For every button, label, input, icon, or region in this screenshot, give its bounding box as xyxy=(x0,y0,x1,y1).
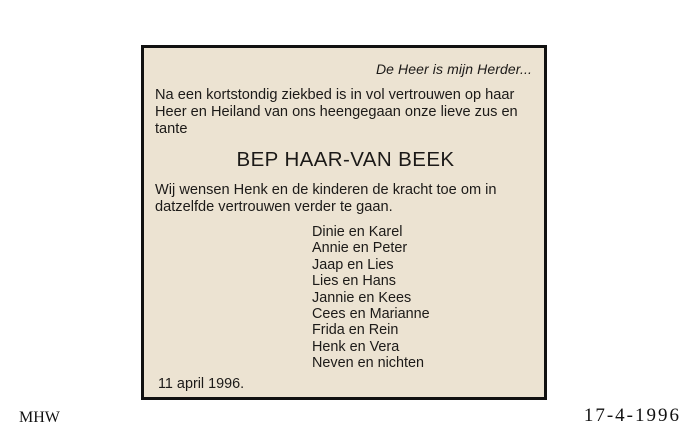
relative-item: Neven en nichten xyxy=(312,355,425,372)
notice-date: 11 april 1996. xyxy=(158,376,245,392)
notice-content xyxy=(155,48,536,397)
relative-item: Lies en Hans xyxy=(312,273,396,290)
notice-wish: Wij wensen Henk en de kinderen de kracht toe om in datzelfde vertrouwen verder te gaan. xyxy=(155,182,497,215)
relative-item: Dinie en Karel xyxy=(312,224,403,240)
relative-item: Frida en Rein xyxy=(312,322,399,339)
obituary-notice xyxy=(141,45,547,400)
notice-intro: Na een kortstondig ziekbed is in vol vertrouwen op haar Heer en Heiland van ons heengegaan onze lieve zus en tante xyxy=(155,87,518,137)
notice-motto: De Heer is mijn Herder... xyxy=(375,61,532,77)
relative-item: Henk en Vera xyxy=(312,338,400,355)
relative-item: Annie en Peter xyxy=(312,240,408,257)
deceased-name: BEP HAAR-VAN BEEK xyxy=(236,148,455,171)
relatives-list xyxy=(312,224,430,372)
relative-item: Jaap en Lies xyxy=(312,256,394,273)
clipping-date: 17-4-1996 xyxy=(583,405,681,426)
source-initials: MHW xyxy=(19,409,60,426)
relative-item: Cees en Marianne xyxy=(312,306,430,323)
relative-item: Jannie en Kees xyxy=(312,289,412,306)
